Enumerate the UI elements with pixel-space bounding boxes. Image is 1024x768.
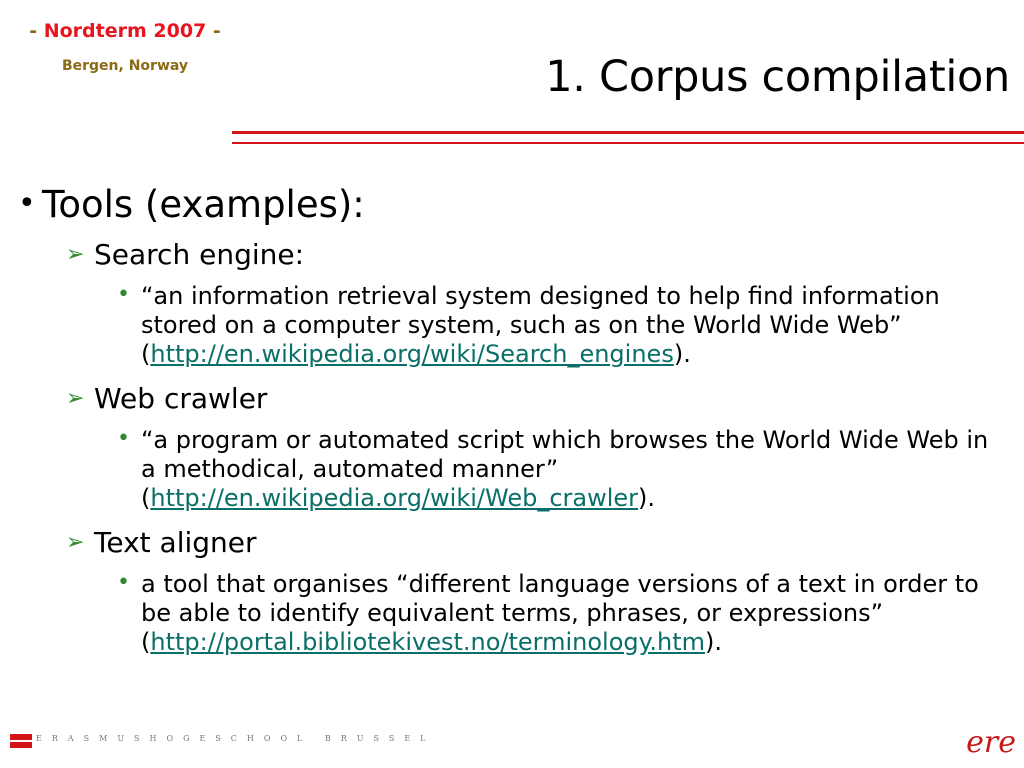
dot-bullet-icon: • [117,426,130,451]
title-underline-top [232,131,1024,134]
subheading-text-aligner [66,526,257,559]
web-crawler-label: Web crawler [94,382,268,415]
dash-right: - [212,20,221,42]
conference-title: Nordterm 2007 [43,20,207,42]
arrow-bullet-icon: ➢ [66,530,85,555]
subheading-search-engine [66,238,304,271]
suffix: ). [705,628,723,656]
conference-location: Bergen, Norway [61,58,189,74]
text-aligner-label: Text aligner [94,526,257,559]
detail-text [141,426,997,513]
search-engine-label: Search engine: [94,238,305,271]
subheading-web-crawler [66,382,267,415]
link-terminology[interactable]: http://portal.bibliotekivest.no/terminology.htm [150,628,706,656]
quote-text: a tool that organises “different language versions of a text in order to be able to identify equivalent terms, phrases, or expressions” ( [141,570,979,656]
suffix: ). [638,484,656,512]
quote-text: “a program or automated script which browses the World Wide Web in a methodical, automated manner” ( [141,426,989,512]
detail-search-engine [117,282,997,369]
footer-red-bar [10,742,32,748]
arrow-bullet-icon: ➢ [66,386,85,411]
suffix: ). [673,340,691,368]
conference-name [0,20,250,42]
quote-text: “an information retrieval system designed to help find information stored on a computer system, such as on the World Wide Web” ( [141,282,940,368]
detail-text [141,570,997,657]
bullet-tools [18,183,365,226]
title-underline-bottom [232,142,1024,144]
tools-label: Tools (examples): [42,183,365,226]
detail-web-crawler [117,426,997,513]
dash-left: - [29,20,38,42]
arrow-bullet-icon: ➢ [66,242,85,267]
footer-red-bar [10,734,32,740]
ere-logo: ere [966,725,1016,760]
detail-text-aligner [117,570,997,657]
detail-text [141,282,997,369]
link-web-crawler[interactable]: http://en.wikipedia.org/wiki/Web_crawler [150,484,639,512]
institution-footer [10,734,436,748]
dot-bullet-icon: • [117,282,130,307]
slide-title: 1. Corpus compilation [545,52,1010,102]
link-search-engines[interactable]: http://en.wikipedia.org/wiki/Search_engines [150,340,674,368]
dot-bullet-icon: • [117,570,130,595]
institution-name: ERASMUSHOGESCHOOL BRUSSEL [36,734,436,743]
round-bullet-icon: • [18,186,36,221]
